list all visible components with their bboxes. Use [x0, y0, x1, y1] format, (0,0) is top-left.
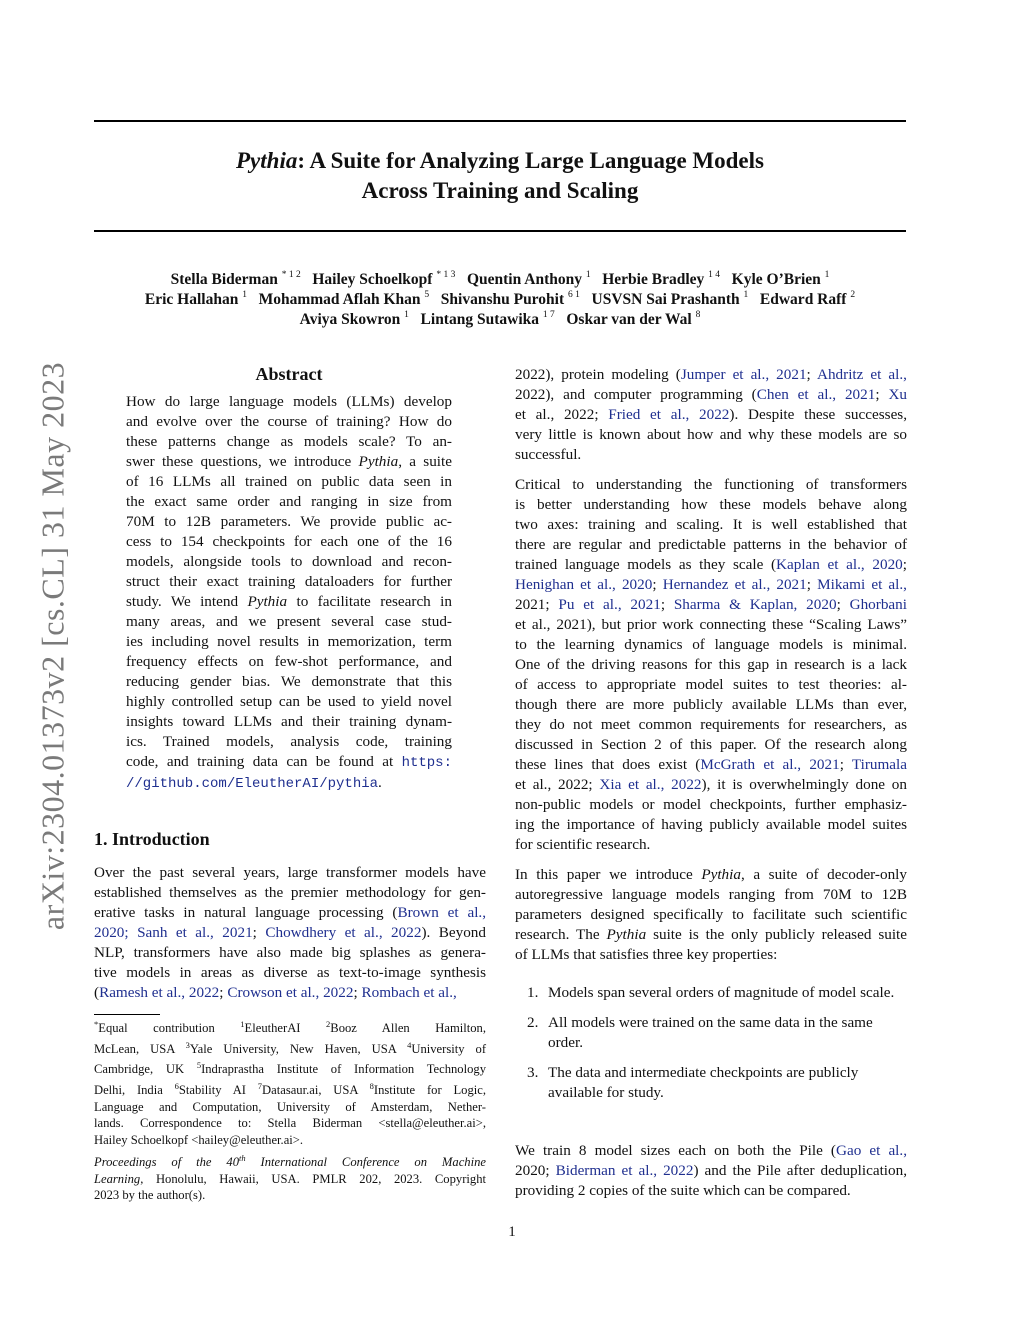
- right-p2-line: there are regular and predictable patterns in the behavior of: [515, 536, 907, 553]
- paper-title-line-1: Pythia: A Suite for Analyzing Large Language Models: [236, 148, 764, 173]
- list-item-number: 1.: [527, 984, 539, 1001]
- footnote-line: Hailey Schoelkopf <hailey@eleuther.ai>.: [94, 1132, 304, 1147]
- right-p2-line: Critical to understanding the functioning of transformers: [515, 476, 907, 493]
- list-item: [515, 983, 907, 1003]
- abstract-heading: Abstract: [255, 364, 323, 384]
- abstract-line: cess to 154 checkpoints for each one of the 16: [126, 533, 452, 550]
- footnote-rule: [94, 1014, 160, 1015]
- intro-line: (Ramesh et al., 2022; Crowson et al., 2022; Rombach et al.,: [94, 984, 457, 1001]
- intro-line: 2020; Sanh et al., 2021; Chowdhery et al., 2022). Beyond: [94, 924, 486, 941]
- right-paragraph-1: [515, 365, 907, 465]
- list-item-number: 3.: [527, 1064, 539, 1081]
- affiliations-footnote: [94, 1016, 486, 1148]
- abstract-line: these patterns change as models scale? To an-: [126, 433, 452, 450]
- right-p2-line: One of the driving reasons for this gap in research is a lack: [515, 656, 907, 673]
- right-p1-line: et al., 2022; Fried et al., 2022). Despite these successes,: [515, 406, 908, 423]
- abstract-line: models, alongside tools to download and recon-: [126, 553, 452, 570]
- abstract-line: 70M to 12B parameters. We provide public ac-: [126, 513, 452, 530]
- right-p2-line: they do not meet common requirements for researchers, as: [515, 716, 907, 733]
- right-p2-line: et al., 2022; Xia et al., 2022), it is overwhelmingly done on: [515, 776, 907, 793]
- right-p3-line: autoregressive language models ranging from 70M to 12B: [515, 886, 907, 903]
- abstract-line: //github.com/EleutherAI/pythia.: [126, 774, 382, 792]
- abstract-line: insights toward LLMs and their training dynam-: [126, 713, 452, 730]
- list-item-text: The data and intermediate checkpoints are publicly available for study.: [548, 1064, 859, 1101]
- intro-line: tive models in areas as diverse as text-to-image synthesis: [94, 964, 486, 981]
- intro-line: Over the past several years, large transformer models have: [94, 864, 486, 881]
- abstract-line: How do large language models (LLMs) develop: [126, 393, 452, 410]
- author-name: Hailey Schoelkopf $^{* 1 3}$: [312, 270, 456, 289]
- introduction-body: [94, 863, 486, 1003]
- right-p2-line: is better understanding how these models behave along: [515, 496, 907, 513]
- abstract-line: ies including novel results in memorization, term: [126, 633, 452, 650]
- author-line-3: [94, 306, 906, 330]
- intro-line: established themselves as the premier methodology for gen-: [94, 884, 486, 901]
- abstract-line: frequency effects on few-shot performance, and: [126, 653, 452, 670]
- footnote-line: Cambridge, UK $^5$Indraprastha Institute of Information Technology: [94, 1060, 486, 1077]
- right-paragraph-4: [515, 1141, 907, 1201]
- abstract-line: reducing gender bias. We demonstrate that this: [126, 673, 452, 690]
- intro-line: erative tasks in natural language processing (Brown et al.,: [94, 904, 487, 921]
- paper-title-line-2: Across Training and Scaling: [361, 178, 639, 203]
- right-p2-line: two axes: training and scaling. It is well established that: [515, 516, 907, 533]
- footnote-line: McLean, USA $^3$Yale University, New Haven, USA $^4$University of: [94, 1039, 487, 1056]
- abstract-line: the exact same order and ranging in size from: [126, 493, 452, 510]
- footnote-line: lands. Correspondence to: Stella Biderman <stella@eleuther.ai>,: [94, 1116, 486, 1131]
- list-item-text: All models were trained on the same data in the same order.: [548, 1014, 873, 1051]
- abstract-line: struct their exact training dataloaders for further: [126, 573, 452, 590]
- right-p4-line: 2020; Biderman et al., 2022) and the Pile after deduplication,: [515, 1162, 907, 1179]
- author-name: Eric Hallahan $^1$: [144, 290, 247, 309]
- author-name: Kyle O’Brien $^1$: [731, 270, 830, 289]
- proceedings-note: [94, 1150, 486, 1204]
- proceedings-line: Learning, Honolulu, Hawaii, USA. PMLR 202, 2023. Copyright: [94, 1171, 486, 1186]
- right-p1-line: very little is known about how and why these models are so: [515, 426, 907, 443]
- author-name: Mohammad Aflah Khan $^5$: [258, 290, 430, 309]
- list-item-text: Models span several orders of magnitude of model scale.: [548, 984, 895, 1001]
- abstract-line: highly controlled setup can be used to yield novel: [126, 693, 452, 710]
- right-p2-line: of access to appropriate model suites to test theories: al-: [515, 676, 907, 693]
- right-p2-line: these lines that does exist (McGrath et al., 2021; Tirumala: [515, 756, 908, 773]
- title-bottom-rule: [94, 230, 906, 232]
- abstract-line: many areas, and we present several case stud-: [126, 613, 452, 630]
- right-p2-line: non-public models or model checkpoints, further emphasiz-: [515, 796, 907, 813]
- key-properties-list: [515, 983, 907, 1113]
- list-item: [515, 1013, 907, 1053]
- right-p2-line: Henighan et al., 2020; Hernandez et al., 2021; Mikami et al.,: [515, 576, 907, 593]
- abstract-line: ics. Trained models, analysis code, training: [126, 733, 452, 750]
- author-name: Oskar van der Wal $^8$: [566, 310, 701, 329]
- abstract-line: of 16 LLMs all trained on public data seen in: [126, 473, 452, 490]
- right-p3-line: parameters designed specifically to facilitate such scientific: [515, 906, 907, 923]
- author-name: Lintang Sutawika $^{1 7}$: [420, 310, 555, 329]
- list-item: [515, 1063, 907, 1103]
- right-p1-line: successful.: [515, 446, 582, 463]
- proceedings-line: 2023 by the author(s).: [94, 1188, 206, 1203]
- author-name: USVSN Sai Prashanth $^1$: [591, 290, 749, 309]
- abstract-line: code, and training data can be found at https:: [126, 753, 452, 771]
- right-p3-line: of LLMs that satisfies three key properties:: [515, 946, 778, 963]
- author-name: Quentin Anthony $^1$: [466, 270, 591, 289]
- right-p4-line: We train 8 model sizes each on both the Pile (Gao et al.,: [515, 1142, 907, 1159]
- right-p2-line: discussed in Section 2 of this paper. Of the research along: [515, 736, 907, 753]
- author-name: Aviya Skowron $^1$: [299, 310, 409, 329]
- abstract-line: and evolve over the course of training? How do: [126, 413, 452, 430]
- right-p3-line: In this paper we introduce Pythia, a suite of decoder-only: [515, 866, 907, 883]
- author-name: Shivanshu Purohit $^{6 1}$: [440, 290, 580, 309]
- list-item-number: 2.: [527, 1014, 539, 1031]
- page-number: 1: [508, 1224, 516, 1240]
- abstract-line: study. We intend Pythia to facilitate research in: [126, 593, 452, 610]
- right-p2-line: ing the importance of having publicly available model suites: [515, 816, 907, 833]
- right-paragraph-2: [515, 475, 907, 855]
- right-p4-line: providing 2 copies of the suite which can be compared.: [515, 1182, 851, 1199]
- right-p2-line: trained language models as they scale (Kaplan et al., 2020;: [515, 556, 907, 573]
- footnote-line: *Equal contribution $^1$EleutherAI $^2$Booz Allen Hamilton,: [94, 1019, 486, 1036]
- right-p2-line: though there are more publicly available LLMs than ever,: [515, 696, 907, 713]
- abstract-line: swer these questions, we introduce Pythia, a suite: [126, 453, 452, 470]
- right-p2-line: to the learning dynamics of language models is minimal.: [515, 636, 907, 653]
- introduction-heading: 1. Introduction: [94, 829, 210, 849]
- right-p3-line: research. The Pythia suite is the only publicly released suite: [515, 926, 908, 943]
- right-p2-line: for scientific research.: [515, 836, 651, 853]
- right-paragraph-3: [515, 865, 907, 965]
- intro-line: NLP, transformers have also made big splashes as genera-: [94, 944, 486, 961]
- author-name: Herbie Bradley $^{1 4}$: [602, 270, 721, 289]
- right-p1-line: 2022), and computer programming (Chen et al., 2021; Xu: [515, 386, 907, 403]
- abstract-body: [126, 392, 452, 794]
- author-name: Edward Raff $^2$: [759, 290, 856, 309]
- title-top-rule: [94, 120, 906, 122]
- right-p2-line: et al., 2021), but prior work connecting these “Scaling Laws”: [515, 616, 907, 633]
- author-name: Stella Biderman $^{* 1 2}$: [170, 270, 301, 289]
- right-p2-line: 2021; Pu et al., 2021; Sharma & Kaplan, 2020; Ghorbani: [515, 596, 907, 613]
- proceedings-line: Proceedings of the 40th International Conference on Machine: [94, 1153, 486, 1170]
- arxiv-identifier-stamp: arXiv:2304.01373v2 [cs.CL] 31 May 2023: [34, 361, 71, 931]
- right-p1-line: 2022), protein modeling (Jumper et al., 2021; Ahdritz et al.,: [515, 366, 907, 383]
- footnote-line: Delhi, India $^6$Stability AI $^7$Datasaur.ai, USA $^8$Institute for Logic,: [94, 1081, 486, 1098]
- footnote-line: Language and Computation, University of Amsterdam, Nether-: [94, 1099, 486, 1114]
